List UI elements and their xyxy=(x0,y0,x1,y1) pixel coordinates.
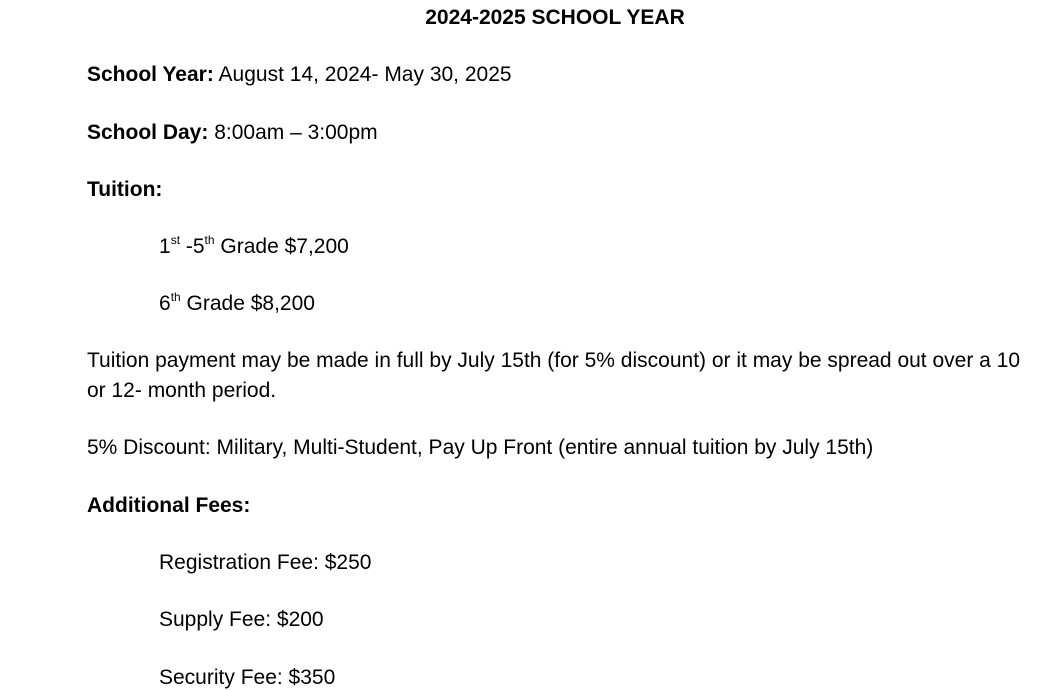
discount-note: 5% Discount: Military, Multi-Student, Pay Up Front (entire annual tuition by July 15th) xyxy=(87,436,874,459)
additional-fees-heading xyxy=(87,494,250,518)
grade-6-suffix: th xyxy=(170,290,181,304)
fee-security: Security Fee: $350 xyxy=(159,666,336,689)
additional-fees-label: Additional Fees: xyxy=(87,494,251,517)
tuition-heading xyxy=(87,178,162,202)
grade-start-suffix: st xyxy=(170,233,181,247)
grades-1-5-price: Grade $7,200 xyxy=(214,235,349,258)
fee-registration: Registration Fee: $250 xyxy=(159,551,372,574)
school-year-value: August 14, 2024- May 30, 2025 xyxy=(218,63,512,86)
grade-start-number: 1 xyxy=(159,235,171,258)
grade-6-number: 6 xyxy=(159,292,171,315)
tuition-grade-6 xyxy=(159,292,315,316)
grade-6-price: Grade $8,200 xyxy=(180,292,315,315)
school-day-label: School Day: xyxy=(87,121,209,144)
page-title: 2024-2025 SCHOOL YEAR xyxy=(425,6,685,29)
school-day-value: 8:00am – 3:00pm xyxy=(214,121,378,144)
school-year-line xyxy=(87,63,512,87)
grade-separator: -5 xyxy=(180,235,205,258)
fee-supply: Supply Fee: $200 xyxy=(159,608,324,631)
school-day-line xyxy=(87,121,378,145)
tuition-label: Tuition: xyxy=(87,178,163,201)
payment-note: Tuition payment may be made in full by July 15th (for 5% discount) or it may be spread out over a 10 or 12- month period. xyxy=(87,349,1021,402)
tuition-grades-1-5 xyxy=(159,235,349,259)
grade-end-suffix: th xyxy=(204,233,215,247)
school-year-label: School Year: xyxy=(87,63,214,86)
